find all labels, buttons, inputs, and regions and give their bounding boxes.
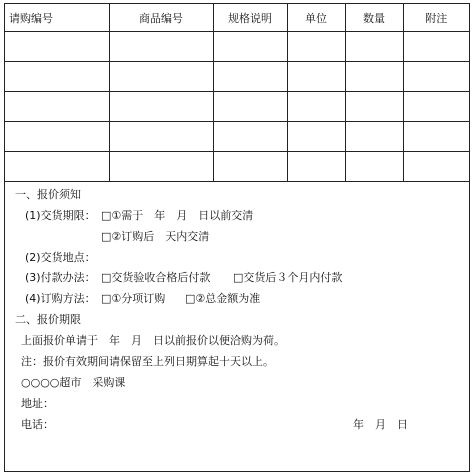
payment-option-on-acceptance[interactable]: □交货验收合格后付款 [101,271,211,284]
header-quantity: 数量 [345,4,403,32]
table-cell[interactable] [213,62,287,92]
table-cell[interactable] [345,92,403,122]
table-row [5,92,469,122]
order-method-label: (4)订购方法： [25,292,96,305]
table-cell[interactable] [109,62,213,92]
section-quote-instructions: 一、报价须知 [15,188,81,201]
table-cell[interactable] [287,152,345,182]
delivery-option-date[interactable]: □①需于 年 月 日以前交清 [101,209,254,222]
table-cell[interactable] [5,122,109,152]
address-label: 地址： [21,397,54,410]
phone-label: 电话： [21,418,54,431]
table-cell[interactable] [5,32,109,62]
header-remarks: 附注 [403,4,469,32]
table-cell[interactable] [287,122,345,152]
section-quote-deadline: 二、报价期限 [15,313,81,326]
header-product-no: 商品编号 [109,4,213,32]
table-cell[interactable] [287,32,345,62]
signature-date: 年 月 日 [353,418,408,431]
payment-option-three-months[interactable]: □交货后３个月内付款 [233,271,343,284]
delivery-location-label: (2)交货地点： [25,251,96,264]
table-cell[interactable] [403,62,469,92]
table-cell[interactable] [287,62,345,92]
table-cell[interactable] [345,152,403,182]
table-cell[interactable] [403,152,469,182]
delivery-option-days[interactable]: □②订购后 天内交清 [101,230,210,243]
table-cell[interactable] [213,122,287,152]
company-name: ○○○○超市 采购课 [21,376,126,389]
header-spec: 规格说明 [213,4,287,32]
payment-method-label: (3)付款办法： [25,271,96,284]
table-row [5,62,469,92]
table-cell[interactable] [5,62,109,92]
table-cell[interactable] [403,32,469,62]
table-cell[interactable] [213,32,287,62]
table-cell[interactable] [109,32,213,62]
table-cell[interactable] [213,152,287,182]
table-cell[interactable] [109,152,213,182]
quotation-form [4,3,470,472]
table-cell[interactable] [213,92,287,122]
remark-text: 注：报价有效期间请保留至上列日期算起十天以上。 [21,355,274,368]
table-cell[interactable] [109,122,213,152]
item-table [5,4,469,182]
table-row [5,152,469,182]
header-unit: 单位 [287,4,345,32]
deadline-text: 上面报价单请于 年 月 日以前报价以便洽购为荷。 [21,334,285,347]
table-row [5,32,469,62]
table-cell[interactable] [287,92,345,122]
table-cell[interactable] [403,92,469,122]
table-cell[interactable] [403,122,469,152]
order-option-itemized[interactable]: □①分项订购 [101,292,166,305]
order-option-total[interactable]: □②总金额为准 [185,292,261,305]
table-cell[interactable] [5,152,109,182]
header-request-no: 请购编号 [5,4,109,32]
table-cell[interactable] [345,62,403,92]
table-cell[interactable] [345,122,403,152]
delivery-deadline-label: (1)交货期限： [25,209,96,222]
table-cell[interactable] [345,32,403,62]
table-cell[interactable] [109,92,213,122]
table-header-row [5,4,469,32]
table-row [5,122,469,152]
table-cell[interactable] [5,92,109,122]
